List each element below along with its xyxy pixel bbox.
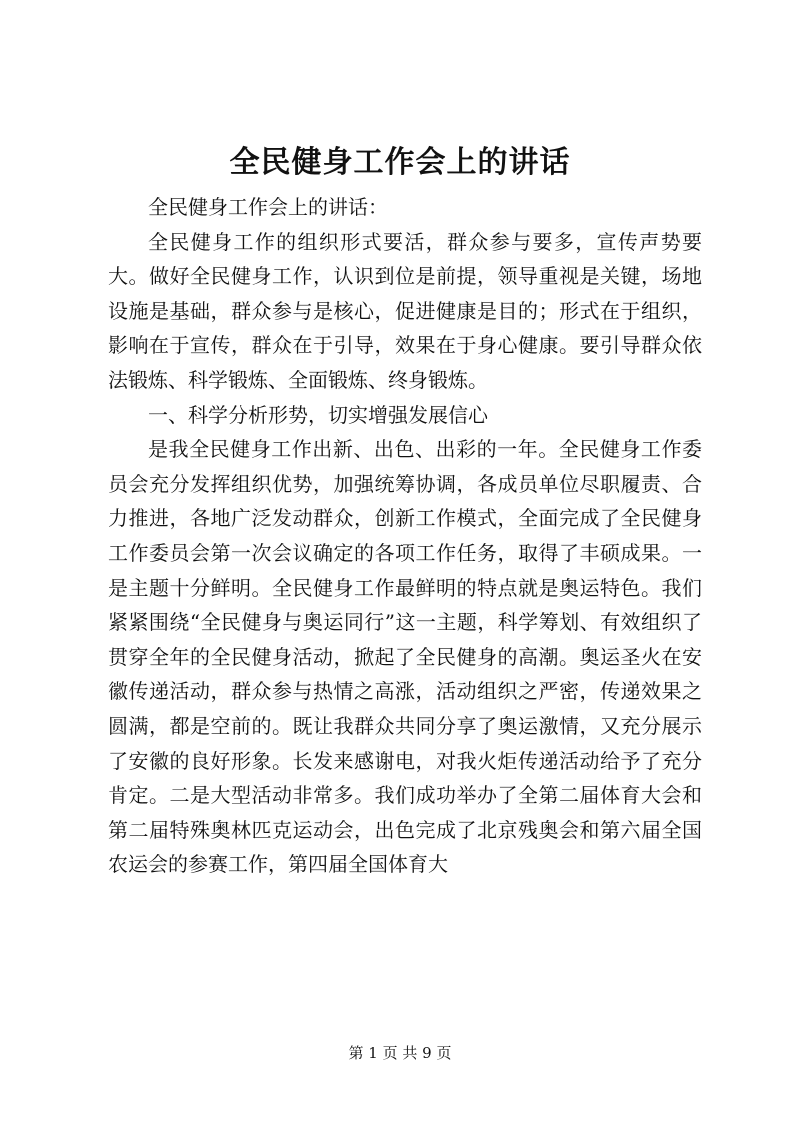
section-heading: 一、科学分析形势，切实增强发展信心 — [148, 402, 488, 427]
page-footer: 第 1 页 共 9 页 — [348, 1044, 452, 1062]
paragraph-intro: 全民健身工作的组织形式要活，群众参与要多，宣传声势要大。做好全民健身工作，认识到位是前提，领导重视是关键，场地设施是基础，群众参与是核心，促进健康是目的；形式在于组织，影响在于宣传，群众在于引导，效果在于身心健康。要引导群众依法锻炼、科学锻炼、全面锻炼、终身锻炼。 — [108, 229, 702, 392]
paragraph-body: 是我全民健身工作出新、出色、出彩的一年。全民健身工作委员会充分发挥组织优势，加强统筹协调，各成员单位尽职履责、合力推进，各地广泛发动群众，创新工作模式，全面完成了全民健身工作委员会第一次会议确定的各项工作任务，取得了丰硕成果。一是主题十分鲜明。全民健身工作最鲜明的特点就是奥运特色。我们紧紧围绕“全民健身与奥运同行”这一主题，科学筹划、有效组织了贯穿全年的全民健身活动，掀起了全民健身的高潮。奥运圣火在安徽传递活动，群众参与热情之高涨，活动组织之严密，传递效果之圆满，都是空前的。既让我群众共同分享了奥运激情，又充分展示了安徽的良好形象。长发来感谢电，对我火炬传递活动给予了充分肯定。二是大型活动非常多。我们成功举办了全第二届体育大会和第二届特殊奥林匹克运动会，出色完成了北京残奥会和第六届全国农运会的参赛工作，第四届全国体育大 — [108, 437, 702, 877]
document-body — [108, 190, 702, 882]
paragraph-greeting: 全民健身工作会上的讲话： — [148, 195, 388, 219]
document-title: 全民健身工作会上的讲话 — [229, 145, 571, 180]
